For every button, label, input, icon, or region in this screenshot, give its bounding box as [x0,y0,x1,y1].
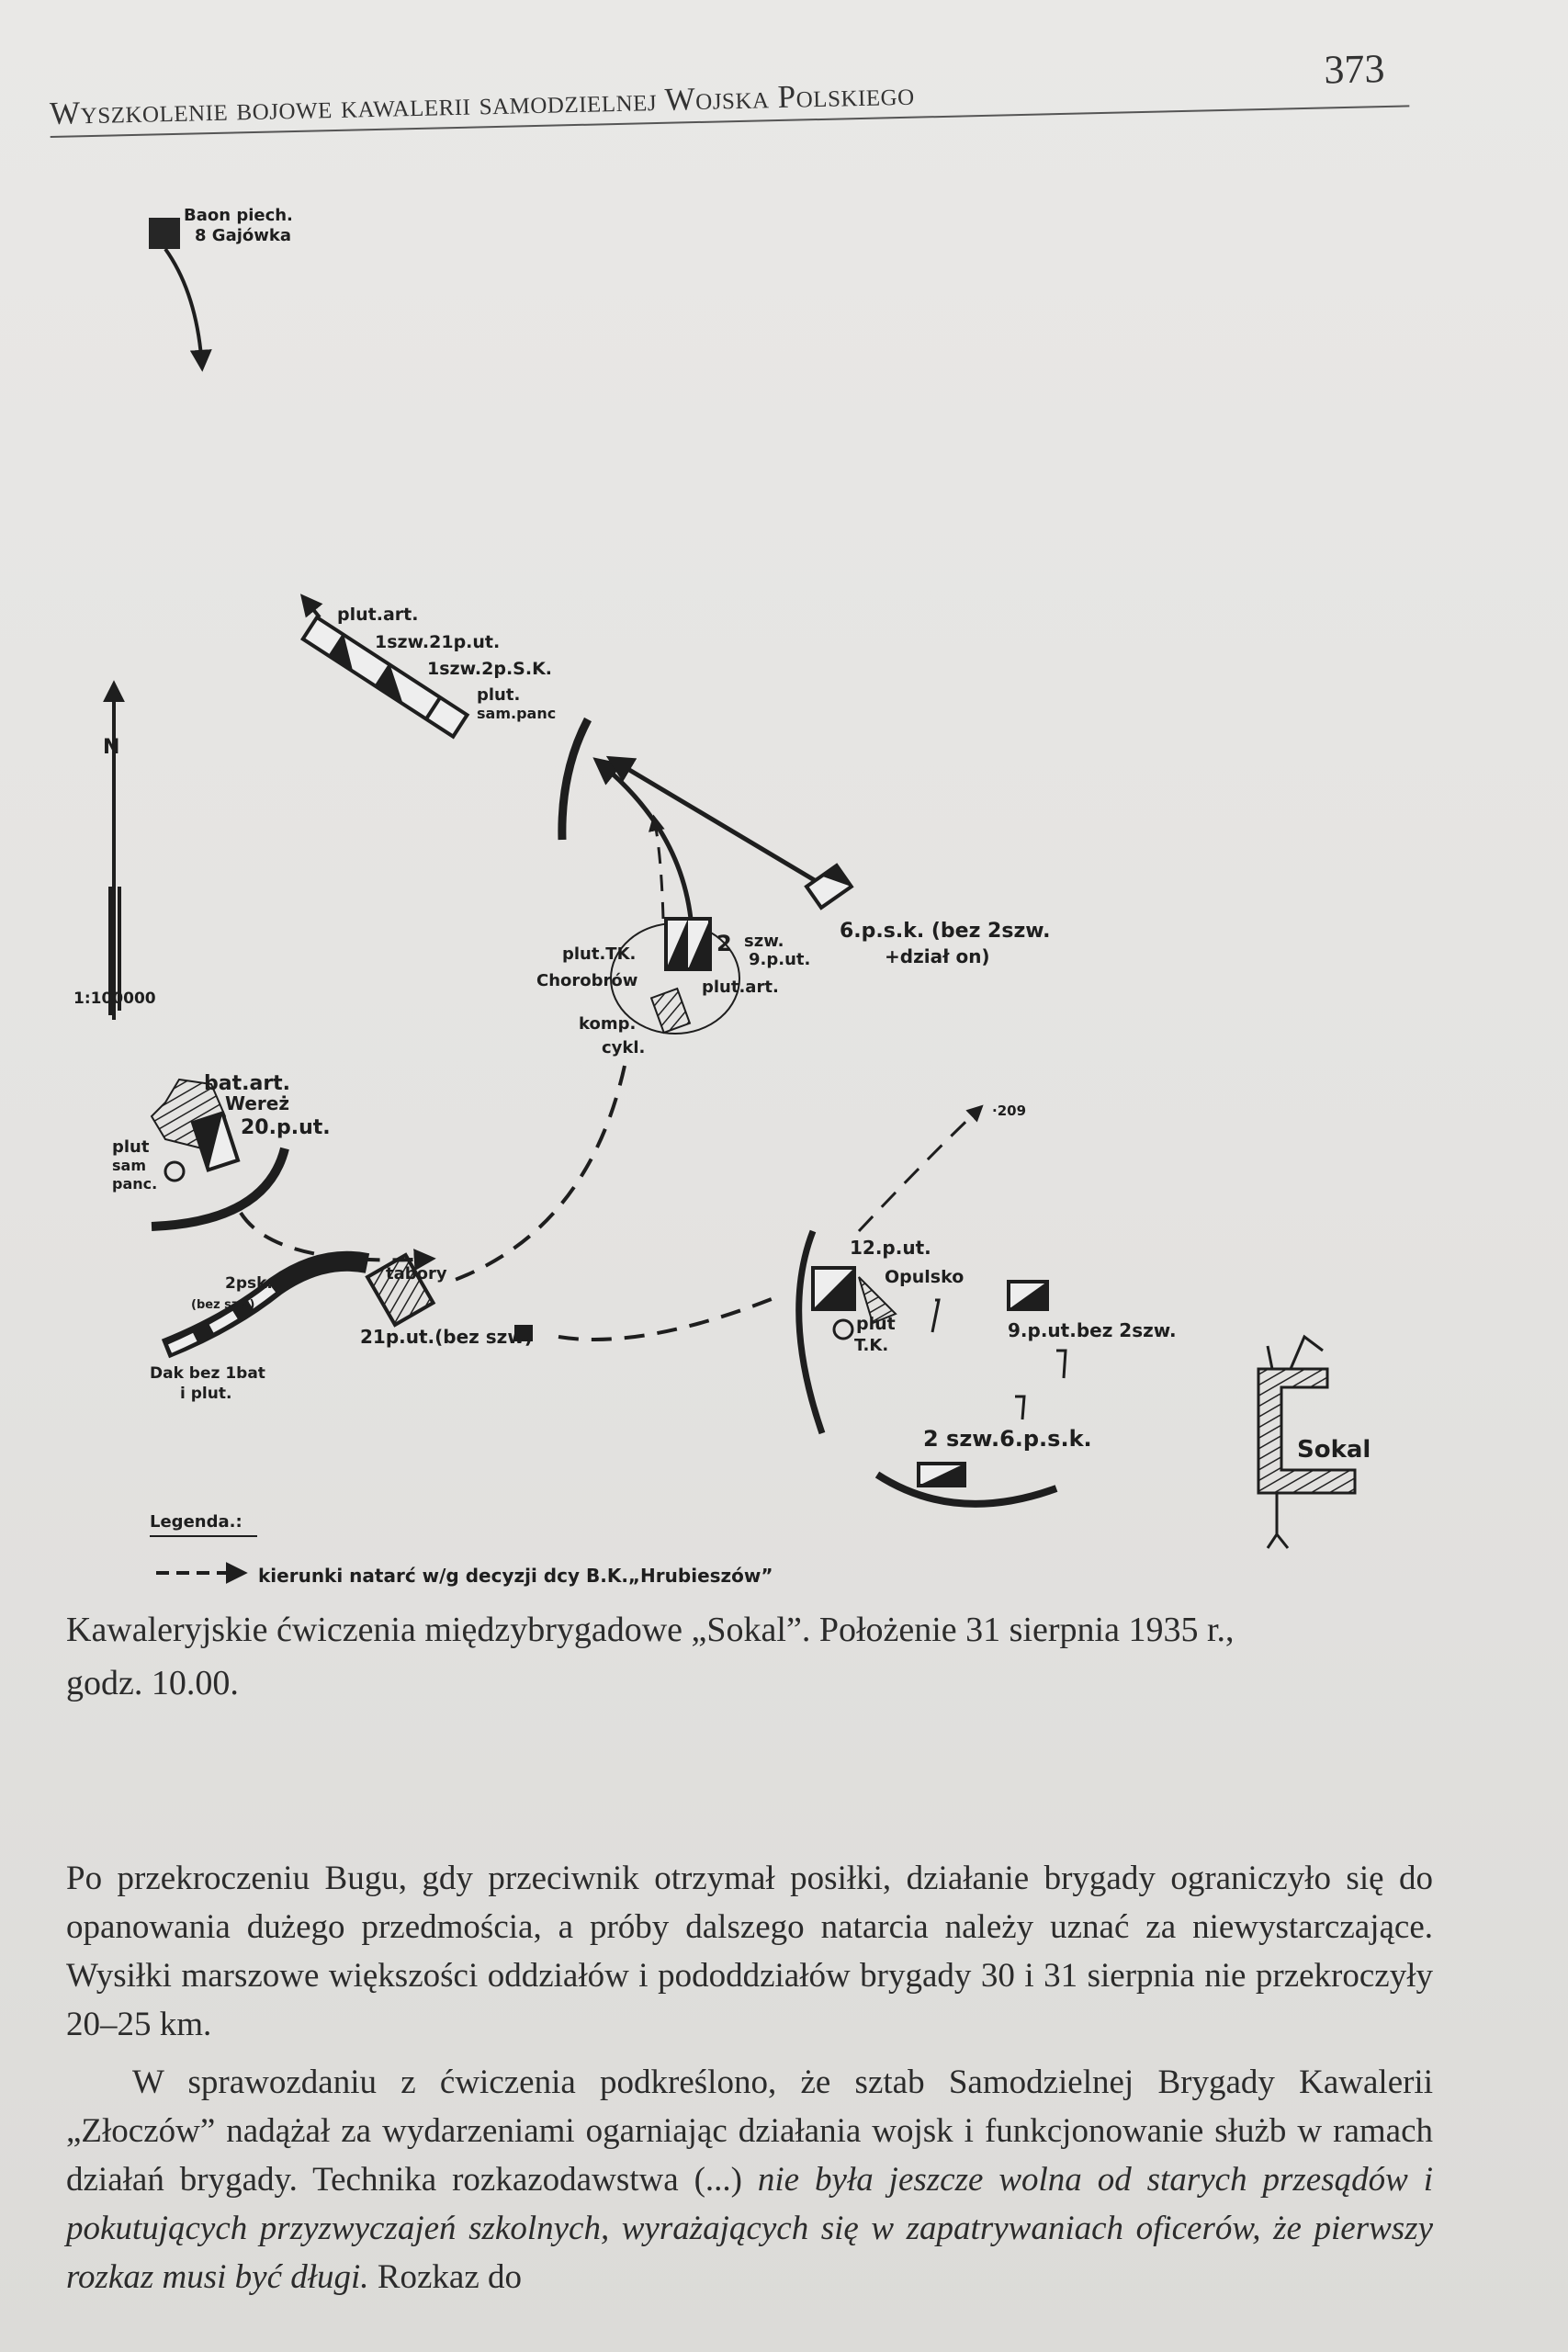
map-label: cykl. [602,1038,646,1057]
place-label-sokal: Sokal [1297,1436,1371,1464]
map-label: 20.p.ut. [241,1116,331,1139]
front-line-south [877,1475,1056,1504]
dashed-route-3 [558,1295,781,1340]
map-label: sam.panc [477,705,557,722]
attack-arrow-chorobrow [597,761,691,919]
figure-caption [66,1603,1462,1710]
psk6-unit-symbol [807,865,852,908]
map-label: 9.p.ut.bez 2szw. [1008,1319,1177,1341]
height-label: ·209 [992,1102,1027,1119]
map-label: +dział on) [885,945,990,967]
place-label-chorobrow: Chorobrów [536,971,638,990]
map-label: plut.TK. [562,944,637,964]
map-label: 2 [716,931,732,956]
map-label: szw. [744,932,784,951]
dashed-route-209 [859,1107,981,1231]
map-label: 12.p.ut. [850,1237,931,1259]
map-label: 21p.ut.(bez szw) [360,1326,533,1348]
sokal-town [1258,1369,1355,1493]
body-text [66,1854,1433,2301]
baon-unit-symbol [149,218,180,249]
map-label: i plut. [180,1385,232,1403]
place-label-opulsko: Opulsko [885,1267,964,1287]
map-label: plut [856,1314,896,1334]
caption-line-2: godz. 10.00. [66,1664,239,1702]
map-label: 2 szw.6.p.s.k. [923,1426,1092,1452]
map-label: plut. [477,685,521,705]
map-label: plut.art. [337,605,419,625]
front-line-opulsko [799,1231,822,1433]
baon-label-2: 8 Gajówka [195,226,291,245]
baon-arrow [165,249,202,368]
map-label: 1szw.21p.ut. [375,632,501,652]
map-label: 2psk. [225,1274,273,1293]
dashed-route-1 [450,1066,625,1282]
baon-label: Baon piech. [184,206,293,225]
legend-title: Legenda.: [150,1512,243,1532]
scale-label: 1:100000 [73,989,156,1008]
map-label: (bez szw) [191,1298,255,1312]
paragraph-2-quote: nie była jeszcze wolna od starych przesądów i pokutujących przyzwyczajeń szkolnych, wyrażających się w zapatrywaniach oficerów, że pierwszy rozkaz musi być długi. [66,2161,1434,2296]
map-label: 9.p.ut. [749,950,811,969]
map-label: panc. [112,1175,158,1193]
legend-item: kierunki natarć w/g decyzji dcy B.K.„Hrubieszów” [258,1565,773,1587]
map-label: 1szw.2p.S.K. [427,659,553,679]
place-label-werez: Wereż [225,1092,289,1114]
paragraph-1: Po przekroczeniu Bugu, gdy przeciwnik otrzymał posiłki, działanie brygady ograniczyło się do opanowania dużego przedmościa, a próby dalszego natarcia należy uznać za niewystarczające. Wysiłki marszowe większości oddziałów i pododdziałów brygady 30 i 31 sierpnia nie przekroczyły 20–25 km. [66,1860,1433,2043]
north-label: N [103,736,120,759]
map-label: bat.art. [204,1072,291,1095]
pu20-unit-symbol [193,1113,238,1170]
map-label: sam [112,1157,146,1174]
paragraph-2-text: W sprawozdaniu z ćwiczenia podkreślono, że sztab Samodzielnej Brygady Kawalerii „Złoczów” nadążał za wydarzeniami ogarniając działania wojsk i funkcjonowanie służb w ramach działań brygady. Technika rozkazodawstwa (...) [66,2064,1433,2199]
running-title: Wyszkolenie bojowe kawalerii samodzielnej Wojska Polskiego [49,75,916,132]
paragraph-2-tail: Rozkaz do [368,2258,523,2296]
attack-arrow-6psk [611,759,818,882]
caption-line-1: Kawaleryjskie ćwiczenia międzybrygadowe „Sokal”. Położenie 31 sierpnia 1935 r., [66,1611,1235,1649]
map-label: Dak bez 1bat [150,1364,265,1383]
map-label: T.K. [854,1336,889,1355]
paragraph-2 [66,2058,1433,2301]
map-label: komp. [579,1014,637,1034]
page-number: 373 [1323,46,1385,93]
map-label: 6.p.s.k. (bez 2szw. [840,920,1051,943]
map-label: plut.art. [702,978,779,997]
front-line-north [562,719,588,840]
map-label: plut [112,1137,150,1157]
map-label: tabory [386,1264,447,1283]
